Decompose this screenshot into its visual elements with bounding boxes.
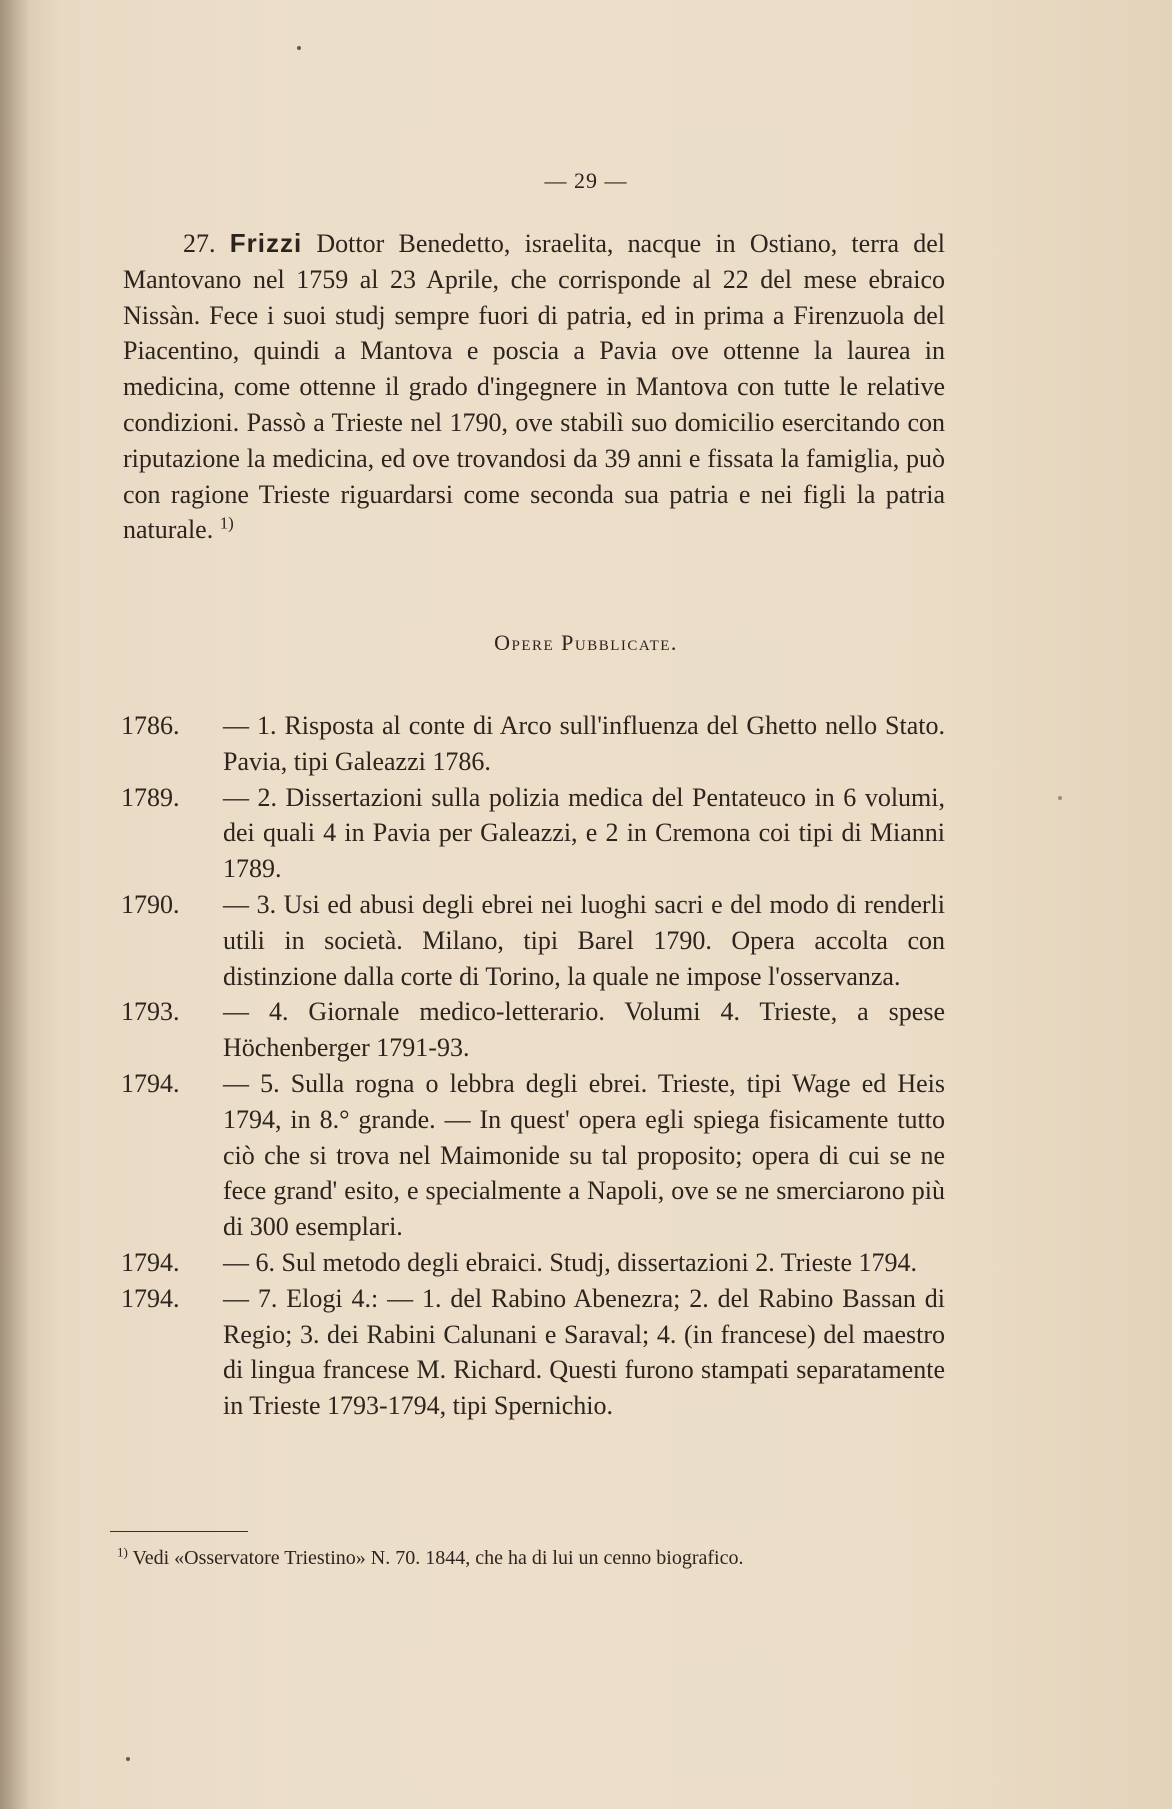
paper-speck — [1058, 796, 1062, 800]
publication-text: — 2. Dissertazioni sulla polizia medica del Pentateuco in 6 volumi, dei quali 4 in Pavia per Galeazzi, e 2 in Cremona coi tipi di Mianni 1789. — [223, 782, 945, 884]
publication-year: 1789. — [121, 782, 180, 812]
binding-gutter-shadow — [0, 0, 30, 1809]
publication-year: 1793. — [121, 997, 180, 1027]
entry-number: 27. — [183, 229, 216, 258]
person-name: Frizzi — [229, 228, 303, 258]
publication-year: 1794. — [121, 1283, 180, 1313]
publication-year: 1794. — [121, 1247, 180, 1277]
footnote — [117, 1544, 945, 1573]
publication-text: — 4. Giornale medico-letterario. Volumi 4. Trieste, a spese Höchenberger 1791-93. — [223, 997, 945, 1063]
publication-entry — [121, 1245, 945, 1281]
publication-entry — [121, 1066, 945, 1245]
publication-entry — [121, 708, 945, 780]
publication-text: — 5. Sulla rogna o lebbra degli ebrei. Trieste, tipi Wage ed Heis 1794, in 8.° grande. — In quest' opera egli spiega fisicamente tutto ciò che si trova nel Maimonide su tal proposito; opera di cui se ne fece grand' esito, e specialmente a Napoli, ove se ne smerciarono più di 300 esemplari. — [223, 1068, 945, 1242]
publication-entry — [121, 1281, 945, 1424]
footnote-divider — [110, 1531, 248, 1532]
biography-text: Dottor Benedetto, israelita, nacque in Ostiano, terra del Mantovano nel 1759 al 23 Aprile, che corrisponde al 22 del mese ebraico Nissàn. Fece i suoi studj sempre fuori di patria, ed in prima a Firenzuola del Piacentino, quindi a Mantova e poscia a Pavia ove ottenne la laurea in medicina, come ottenne il grado d'ingegnere in Mantova con tutte le relative condizioni. Passò a Trieste nel 1790, ove stabilì suo domicilio esercitando con riputazione la medicina, ed ove trovandosi da 39 anni e fissata la famiglia, può con ragione Trieste riguardarsi come seconda sua patria e nei figli la patria naturale. — [123, 229, 946, 545]
footnote-text: Vedi «Osservatore Triestino» N. 70. 1844, che ha di lui un cenno biografico. — [132, 1547, 744, 1569]
publication-text: — 6. Sul metodo degli ebraici. Studj, dissertazioni 2. Trieste 1794. — [223, 1247, 918, 1277]
publication-entry — [121, 780, 945, 887]
publication-year: 1794. — [121, 1068, 180, 1098]
publication-year: 1790. — [121, 889, 180, 919]
page-number: — 29 — — [544, 168, 628, 193]
publication-text: — 7. Elogi 4.: — 1. del Rabino Abenezra; 2. del Rabino Bassan di Regio; 3. dei Rabini Calunani e Saraval; 4. (in francese) del maestro di lingua francese M. Richard. Questi furono stampati separatamente in Trieste 1793-1794, tipi Spernichio. — [223, 1283, 945, 1421]
paper-speck — [297, 46, 301, 50]
publication-text: — 3. Usi ed abusi degli ebrei nei luoghi sacri e del modo di renderli utili in società. Milano, tipi Barel 1790. Opera accolta con distinzione dalla corte di Torino, la quale ne impose l'osservanza. — [223, 889, 945, 991]
footnote-reference: 1) — [219, 513, 234, 533]
biography-paragraph — [123, 226, 945, 548]
publication-entry — [121, 994, 945, 1066]
section-heading: Opere Pubblicate. — [494, 630, 678, 655]
publication-year: 1786. — [121, 711, 180, 740]
paper-speck — [126, 1757, 130, 1761]
footnote-marker: 1) — [117, 1544, 128, 1560]
publication-list — [121, 708, 945, 1424]
publication-entry — [121, 887, 945, 994]
publication-text: — 1. Risposta al conte di Arco sull'influenza del Ghetto nello Stato. Pavia, tipi Galeazzi 1786. — [223, 711, 945, 776]
